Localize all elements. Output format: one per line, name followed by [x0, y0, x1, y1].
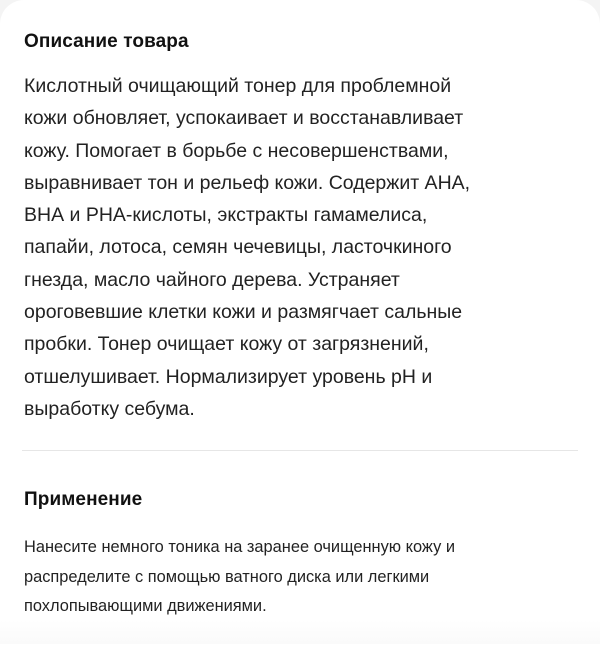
description-title: Описание товара: [24, 31, 189, 52]
description-line: отшелушивает. Нормализирует уровень pH и: [24, 365, 433, 388]
description-line: Кислотный очищающий тонер для проблемной: [24, 75, 452, 97]
section-divider: [22, 450, 578, 451]
bottom-fade: [0, 620, 600, 644]
description-line: ВНА и РНА-кислоты, экстракты гамамелиса,: [24, 204, 428, 227]
description-line: ороговевшие клетки кожи и размягчает сальные: [24, 301, 463, 324]
usage-title: Применение: [24, 489, 143, 510]
description-line: пробки. Тонер очищает кожу от загрязнений,: [24, 333, 429, 356]
description-line: кожу. Помогает в борьбе с несовершенствами,: [24, 139, 449, 162]
usage-line: Нанесите немного тоника на заранее очищенную кожу и: [24, 538, 455, 556]
usage-line: распределите с помощью ватного диска или легкими: [24, 567, 430, 586]
description-line: папайи, лотоса, семян чечевицы, ласточкиного: [24, 236, 452, 259]
description-line: выработку себума.: [24, 397, 195, 420]
description-text: [24, 70, 584, 425]
description-line: гнезда, масло чайного дерева. Устраняет: [24, 268, 400, 291]
usage-text: [24, 533, 584, 622]
description-line: выравнивает тон и рельеф кожи. Содержит АНА,: [24, 171, 471, 194]
description-line: кожи обновляет, успокаивает и восстанавливает: [24, 107, 464, 130]
usage-line: похлопывающими движениями.: [24, 597, 267, 615]
